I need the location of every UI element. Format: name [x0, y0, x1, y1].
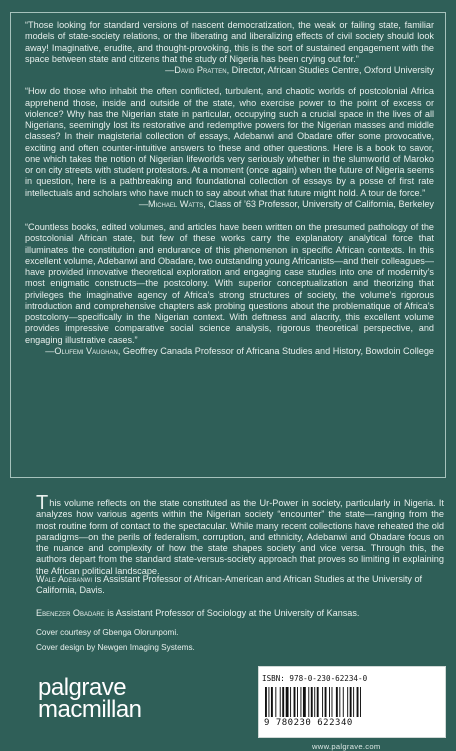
- publisher-logo-line1: palgrave: [38, 674, 127, 701]
- praise-text: “Those looking for standard versions of nascent democratization, the weak or failing state, familiar models of state-society relations, or the liberating and liberalizing effects of civil society should look away! Imaginative, erudite, and thought-provoking, this is the sort of sustained engagement with the space between state and citizens that the study of Nigeria has been crying out for.”: [25, 20, 434, 64]
- praise-quote-pratten: [25, 20, 434, 76]
- isbn-label: ISBN: 978-0-230-62234-0: [262, 674, 368, 683]
- book-description: [36, 492, 444, 577]
- barcode-bar: [347, 687, 348, 717]
- praise-author: Olufemi Vaughan: [54, 345, 118, 356]
- barcode-bar: [357, 687, 359, 717]
- praise-affiliation: , Geoffrey Canada Professor of Africana Studies and History, Bowdoin College: [117, 345, 434, 356]
- barcode-bar: [317, 687, 319, 717]
- praise-affiliation: , Class of ’63 Professor, University of California, Berkeley: [203, 198, 434, 209]
- barcode-bar: [353, 687, 354, 717]
- barcode-bar: [271, 687, 273, 717]
- barcode-bar: [280, 687, 281, 717]
- barcode-bar: [282, 687, 284, 717]
- barcode-bar: [290, 687, 291, 717]
- barcode-digits: 9 780230 622340: [264, 718, 353, 728]
- praise-quote-vaughan: [25, 222, 434, 357]
- author-bio-text: is Assistant Professor of African-American and African Studies at the University of California, Davis.: [36, 574, 423, 596]
- barcode-bar: [332, 687, 333, 717]
- barcode-bar: [350, 687, 352, 717]
- barcode-bar: [336, 687, 338, 717]
- praise-text: “Countless books, edited volumes, and articles have been written on the presumed pathology of the postcolonial African state, but few of these works carry the explanatory analytical force that illuminates the constitution and endurance of this phenomenon in specific African contexts. In this excellent volume, Adebanwi and Obadare, two outstanding young Africanists—and their colleagues—have provided innovative theoretical exploration and engaging case studies into one of modernity’s most enigmatic constructs—the postcolony. With superior conceptualization and theorizing that privileges the imaginative agency of Africa’s strong structures of society, the volume’s rigorous introduction and comprehensive chapters ask probing questions about the problematique of Africa’s postcolony—specifically in the Nigerian context. With deftness and alacrity, this excellent volume provides impressive comparative social science analysis, rigorous theoretical perspective, and engaging illustrative cases.”: [25, 222, 434, 345]
- barcode-bar: [329, 687, 330, 717]
- praise-author: David Pratten: [174, 65, 227, 75]
- author-bio-obadare: [36, 608, 444, 619]
- drop-cap: T: [36, 492, 49, 514]
- author-bio-adebanwi: [36, 574, 444, 597]
- publisher-logo: [38, 674, 142, 723]
- barcode-bar: [265, 687, 267, 717]
- barcode-bar: [308, 687, 309, 717]
- publisher-logo-line2: macmillan: [38, 696, 142, 723]
- praise-affiliation: , Director, African Studies Centre, Oxford University: [226, 65, 434, 75]
- barcode-bars: [264, 687, 364, 719]
- barcode-bar: [294, 687, 296, 717]
- barcode-bar: [314, 687, 315, 717]
- cover-credit: Cover courtesy of Gbenga Olorunpomi.: [36, 628, 179, 637]
- barcode-bar: [322, 687, 323, 717]
- barcode-bar: [311, 687, 313, 717]
- barcode-bar: [343, 687, 344, 717]
- praise-text: “How do those who inhabit the often conflicted, turbulent, and chaotic worlds of postcolonial Africa apprehend those, inside and outside of the state, who exercise power to the point of excess or violence? Why has the Nigerian state in particular, occupying such a crucial space in the lives of all Nigerians, seemingly lost its restorative and redemptive powers for the Nigerian masses and middle classes? In their magisterial collection of essays, Adebanwi and Obadare offer some provocative, exciting and often counter-intuitive answers to these and other questions. Here is a book to savor, one which takes the notion of Nigerian lifeworlds very seriously whether in the slumworld of Maroko or on city streets with student protestors. At a moment (once again) when the future of Nigeria seems in question, here is a pathbreaking and foundational collection of essays by a posse of first rate intellectuals and scholars who have much to say about what that future might hold. A tour de force.”: [25, 86, 434, 198]
- praise-author: Michael Watts: [147, 198, 204, 209]
- publisher-website: www.palgrave.com: [312, 742, 381, 751]
- barcode-bar: [339, 687, 340, 717]
- praise-attribution: —David Pratten, Director, African Studies Centre, Oxford University: [165, 65, 434, 75]
- praise-box: [10, 12, 446, 478]
- author-name: Ebenezer Obadare: [36, 608, 105, 618]
- design-credit: Cover design by Newgen Imaging Systems.: [36, 643, 195, 652]
- barcode-bar: [268, 687, 269, 717]
- barcode-bar: [303, 687, 306, 717]
- barcode-bar: [275, 687, 276, 717]
- barcode-bar: [297, 687, 298, 717]
- praise-attribution: —Olufemi Vaughan, Geoffrey Canada Professor of Africana Studies and History, Bowdoin College: [45, 345, 434, 356]
- description-text: his volume reflects on the state constituted as the Ur-Power in society, particularly in Nigeria. It analyzes how various agents within the Nigerian society “encounter” the state—ranging from the most routine form of contact to the spectacular. While many recent collections have reheated the old paradigms—on the perils of federalism, corruption, and ethnicity, Adebanwi and Obadare focus on the nuance and complexity of how the state shapes society and vice versa. Through this, the authors depart from the standard state-versus-society approach that proves so limiting in explaining the African political landscape.: [36, 498, 444, 576]
- barcode-bar: [286, 687, 289, 717]
- barcode-bar: [325, 687, 327, 717]
- author-name: Wale Adebanwi: [36, 574, 93, 584]
- barcode-bar: [300, 687, 301, 717]
- barcode-bar: [360, 687, 361, 717]
- praise-quote-watts: [25, 86, 434, 210]
- praise-attribution: —Michael Watts, Class of ’63 Professor, University of California, Berkeley: [138, 198, 434, 209]
- author-bio-text: is Assistant Professor of Sociology at the University of Kansas.: [104, 608, 360, 618]
